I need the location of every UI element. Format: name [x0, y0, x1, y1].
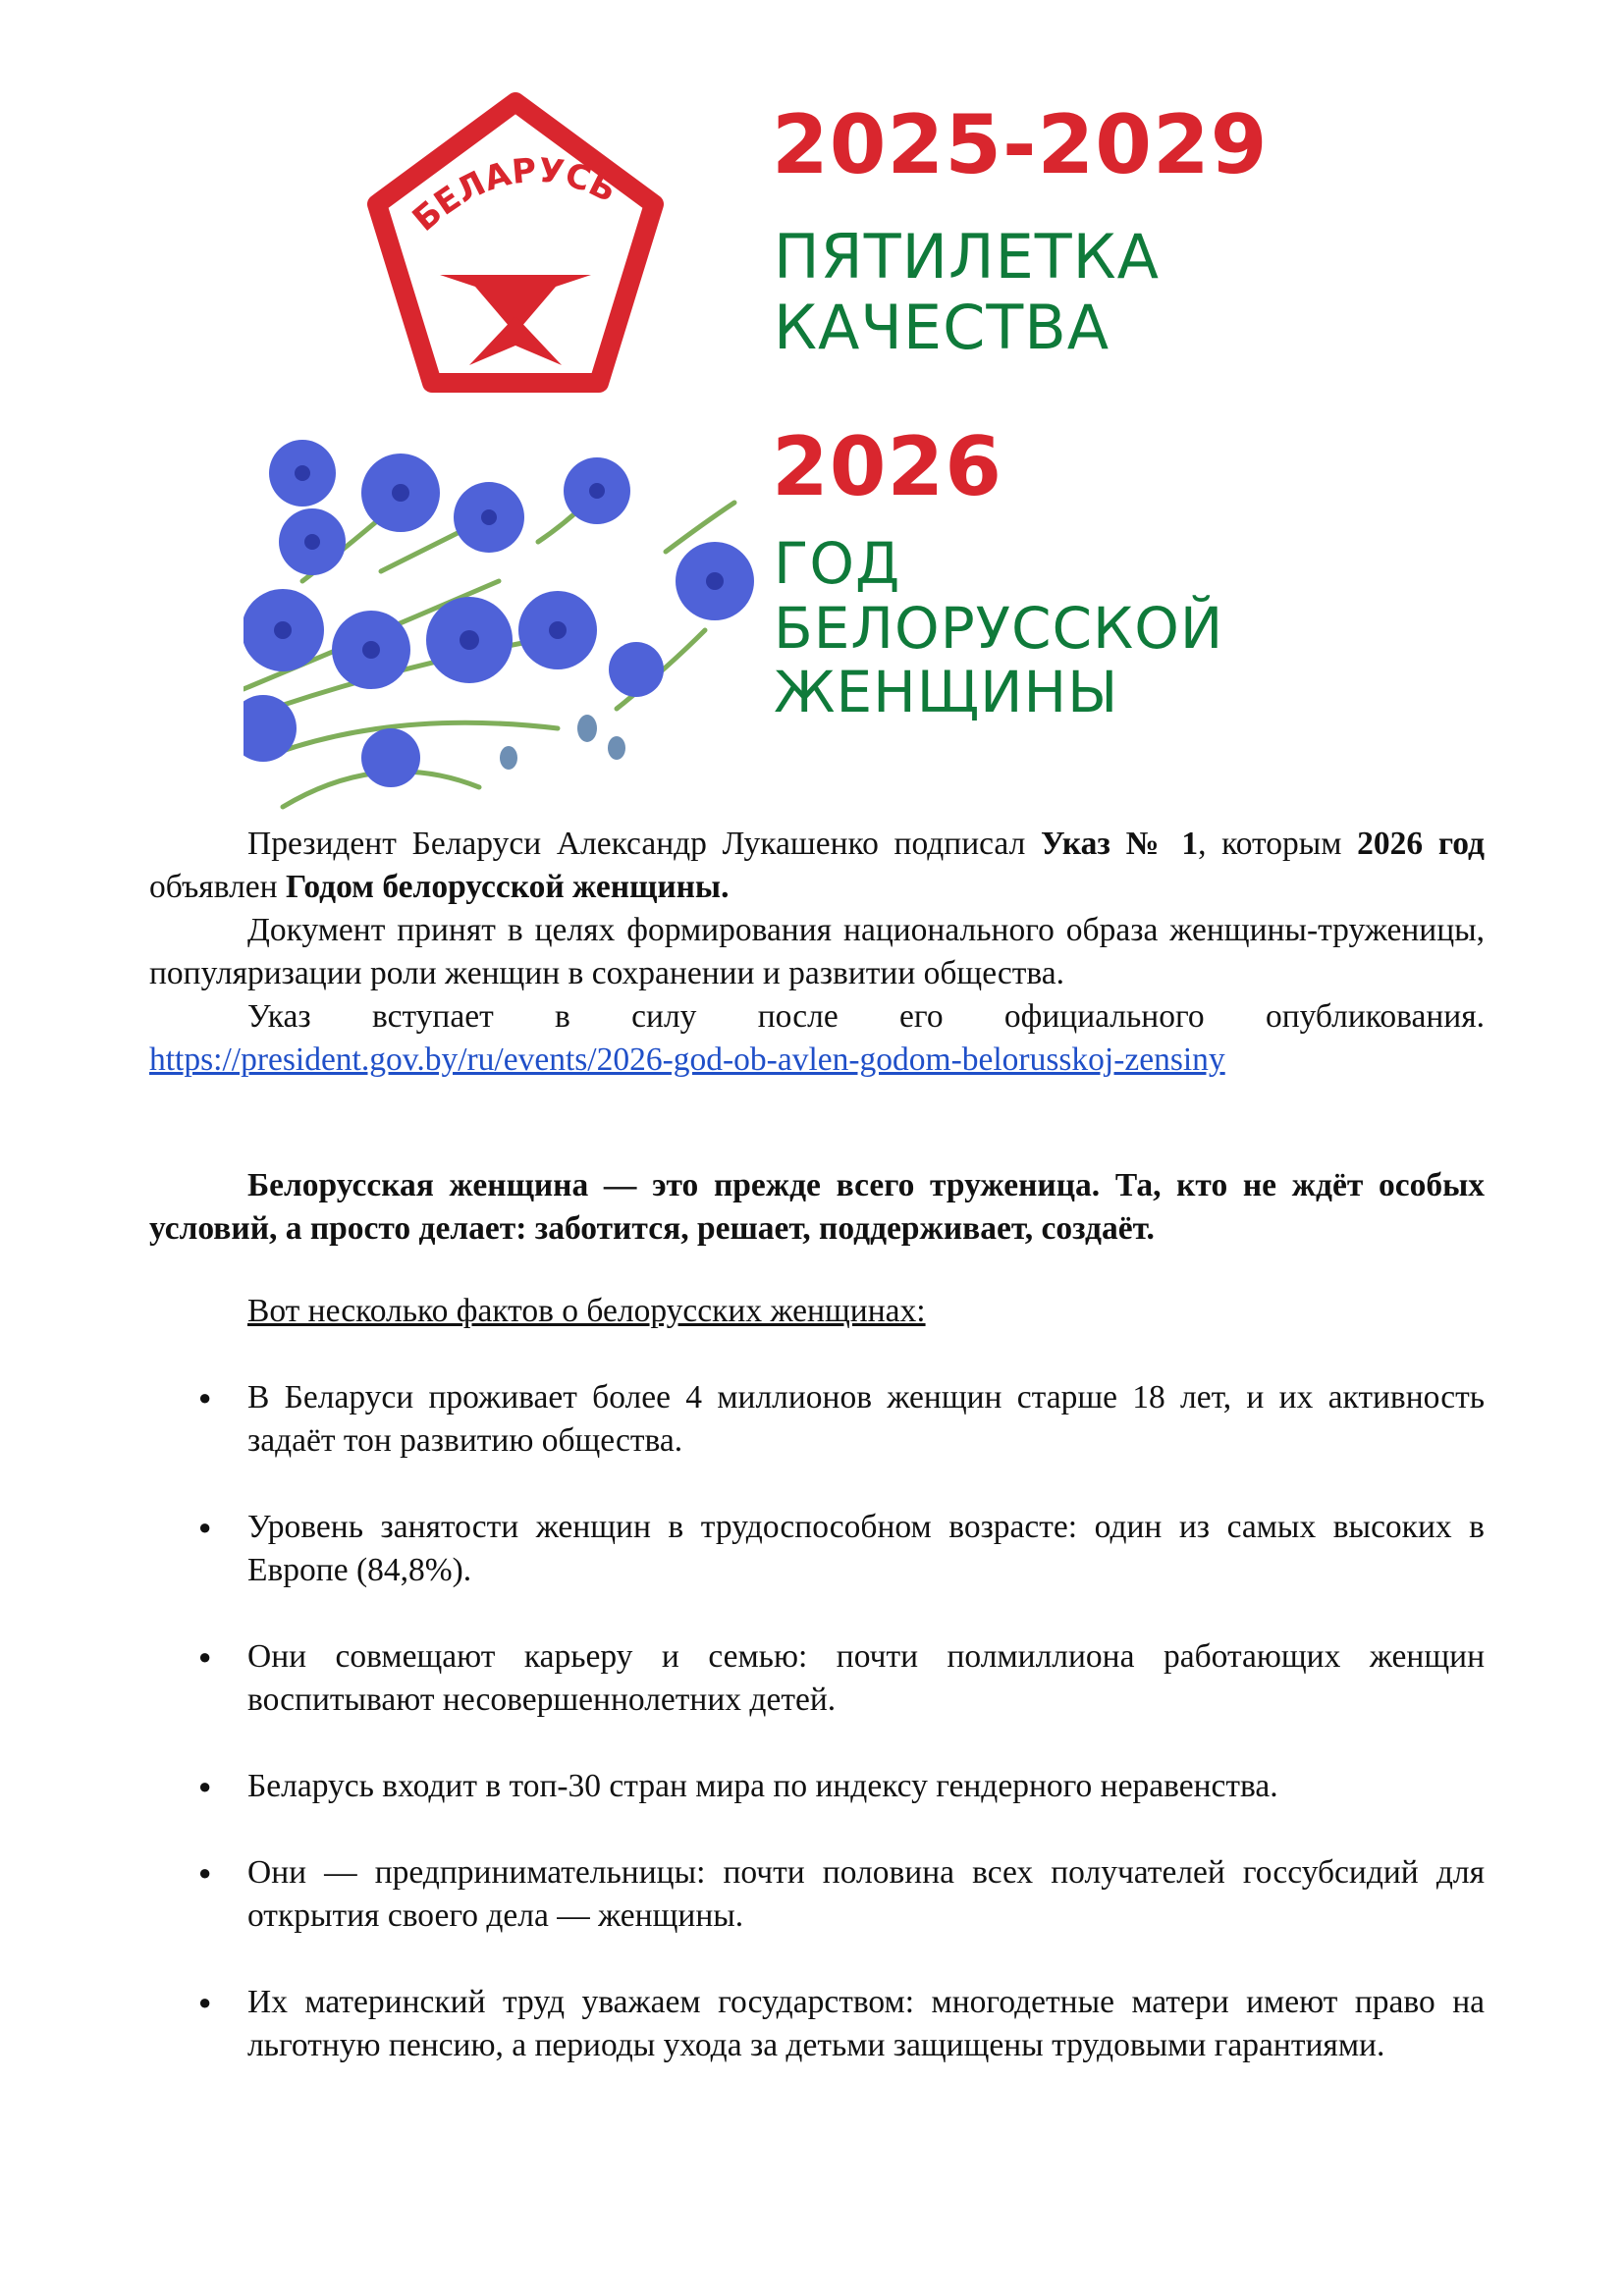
facts-title: Вот несколько фактов о белорусских женщинах:: [247, 1293, 926, 1329]
year-subtitle: [774, 532, 1223, 725]
year-name-bold: Годом белорусской женщины.: [285, 869, 730, 905]
subtitle-line-3: ЖЕНЩИНЫ: [774, 659, 1119, 726]
intro-paragraph-2: Документ принят в целях формирования национального образа женщины-труженицы, популяризации роли женщин в сохранении и развитии общества.: [149, 912, 1485, 991]
tagline-line-2: КАЧЕСТВА: [774, 291, 1110, 363]
bullet-icon: ●: [198, 1515, 212, 1539]
header-banner: [244, 61, 1284, 768]
bullet-icon: ●: [198, 1644, 212, 1669]
emblem-text: БЕЛАРУСЬ: [405, 150, 623, 240]
subtitle-line-2: БЕЛОРУССКОЙ: [774, 594, 1224, 662]
list-item: ● Они совмещают карьеру и семью: почти полмиллиона работающих женщин воспитывают несовершеннолетних детей.: [247, 1635, 1485, 1722]
bullet-icon: ●: [198, 1774, 212, 1798]
flower-heads: [244, 440, 754, 787]
intro-paragraph-3: Указ вступает в силу после его официального опубликования. https://president.gov.by/ru/events/2026-god-ob-avlen-godom-belorusskoj-zensiny: [149, 998, 1485, 1078]
list-item: ● В Беларуси проживает более 4 миллионов женщин старше 18 лет, и их активность задаёт тон развитию общества.: [247, 1376, 1485, 1463]
tagline-line-1: ПЯТИЛЕТКА: [774, 221, 1161, 293]
bullet-icon: ●: [198, 1990, 212, 2014]
quality-mark-emblem: [353, 88, 677, 412]
intro-paragraph-1: Президент Беларуси Александр Лукашенко подписал Указ № 1, которым 2026 год объявлен Годом белорусской женщины.: [149, 826, 1485, 905]
year-title: 2026: [772, 419, 1003, 514]
bullet-icon: ●: [198, 1860, 212, 1885]
list-item: ● Беларусь входит в топ-30 стран мира по индексу гендерного неравенства.: [247, 1765, 1485, 1808]
cornflowers-image: [244, 434, 793, 827]
list-item: ● Их материнский труд уважаем государством: многодетные матери имеют право на льготную пенсию, а периоды ухода за детьми защищены трудовыми гарантиями.: [247, 1981, 1485, 2067]
bullet-icon: ●: [198, 1385, 212, 1410]
year-range: 2025-2029: [772, 97, 1269, 192]
facts-list: [149, 1376, 1485, 2067]
five-year-plan-title: [774, 222, 1160, 363]
list-item: ● Они — предпринимательницы: почти половина всех получателей госсубсидий для открытия своего дела — женщины.: [247, 1851, 1485, 1938]
subtitle-line-1: ГОД: [774, 530, 901, 597]
decree-number: Указ № 1: [1041, 826, 1199, 862]
year-bold: 2026 год: [1357, 826, 1485, 862]
decree-source-link[interactable]: https://president.gov.by/ru/events/2026-god-ob-avlen-godom-belorusskoj-zensiny: [149, 1041, 1225, 1078]
document-body: [149, 823, 1485, 2110]
list-item: ● Уровень занятости женщин в трудоспособном возрасте: один из самых высоких в Европе (84,8%).: [247, 1506, 1485, 1592]
quote-paragraph: Белорусская женщина — это прежде всего труженица. Та, кто не ждёт особых условий, а просто делает: заботится, решает, поддерживает, создаёт.: [149, 1167, 1485, 1247]
